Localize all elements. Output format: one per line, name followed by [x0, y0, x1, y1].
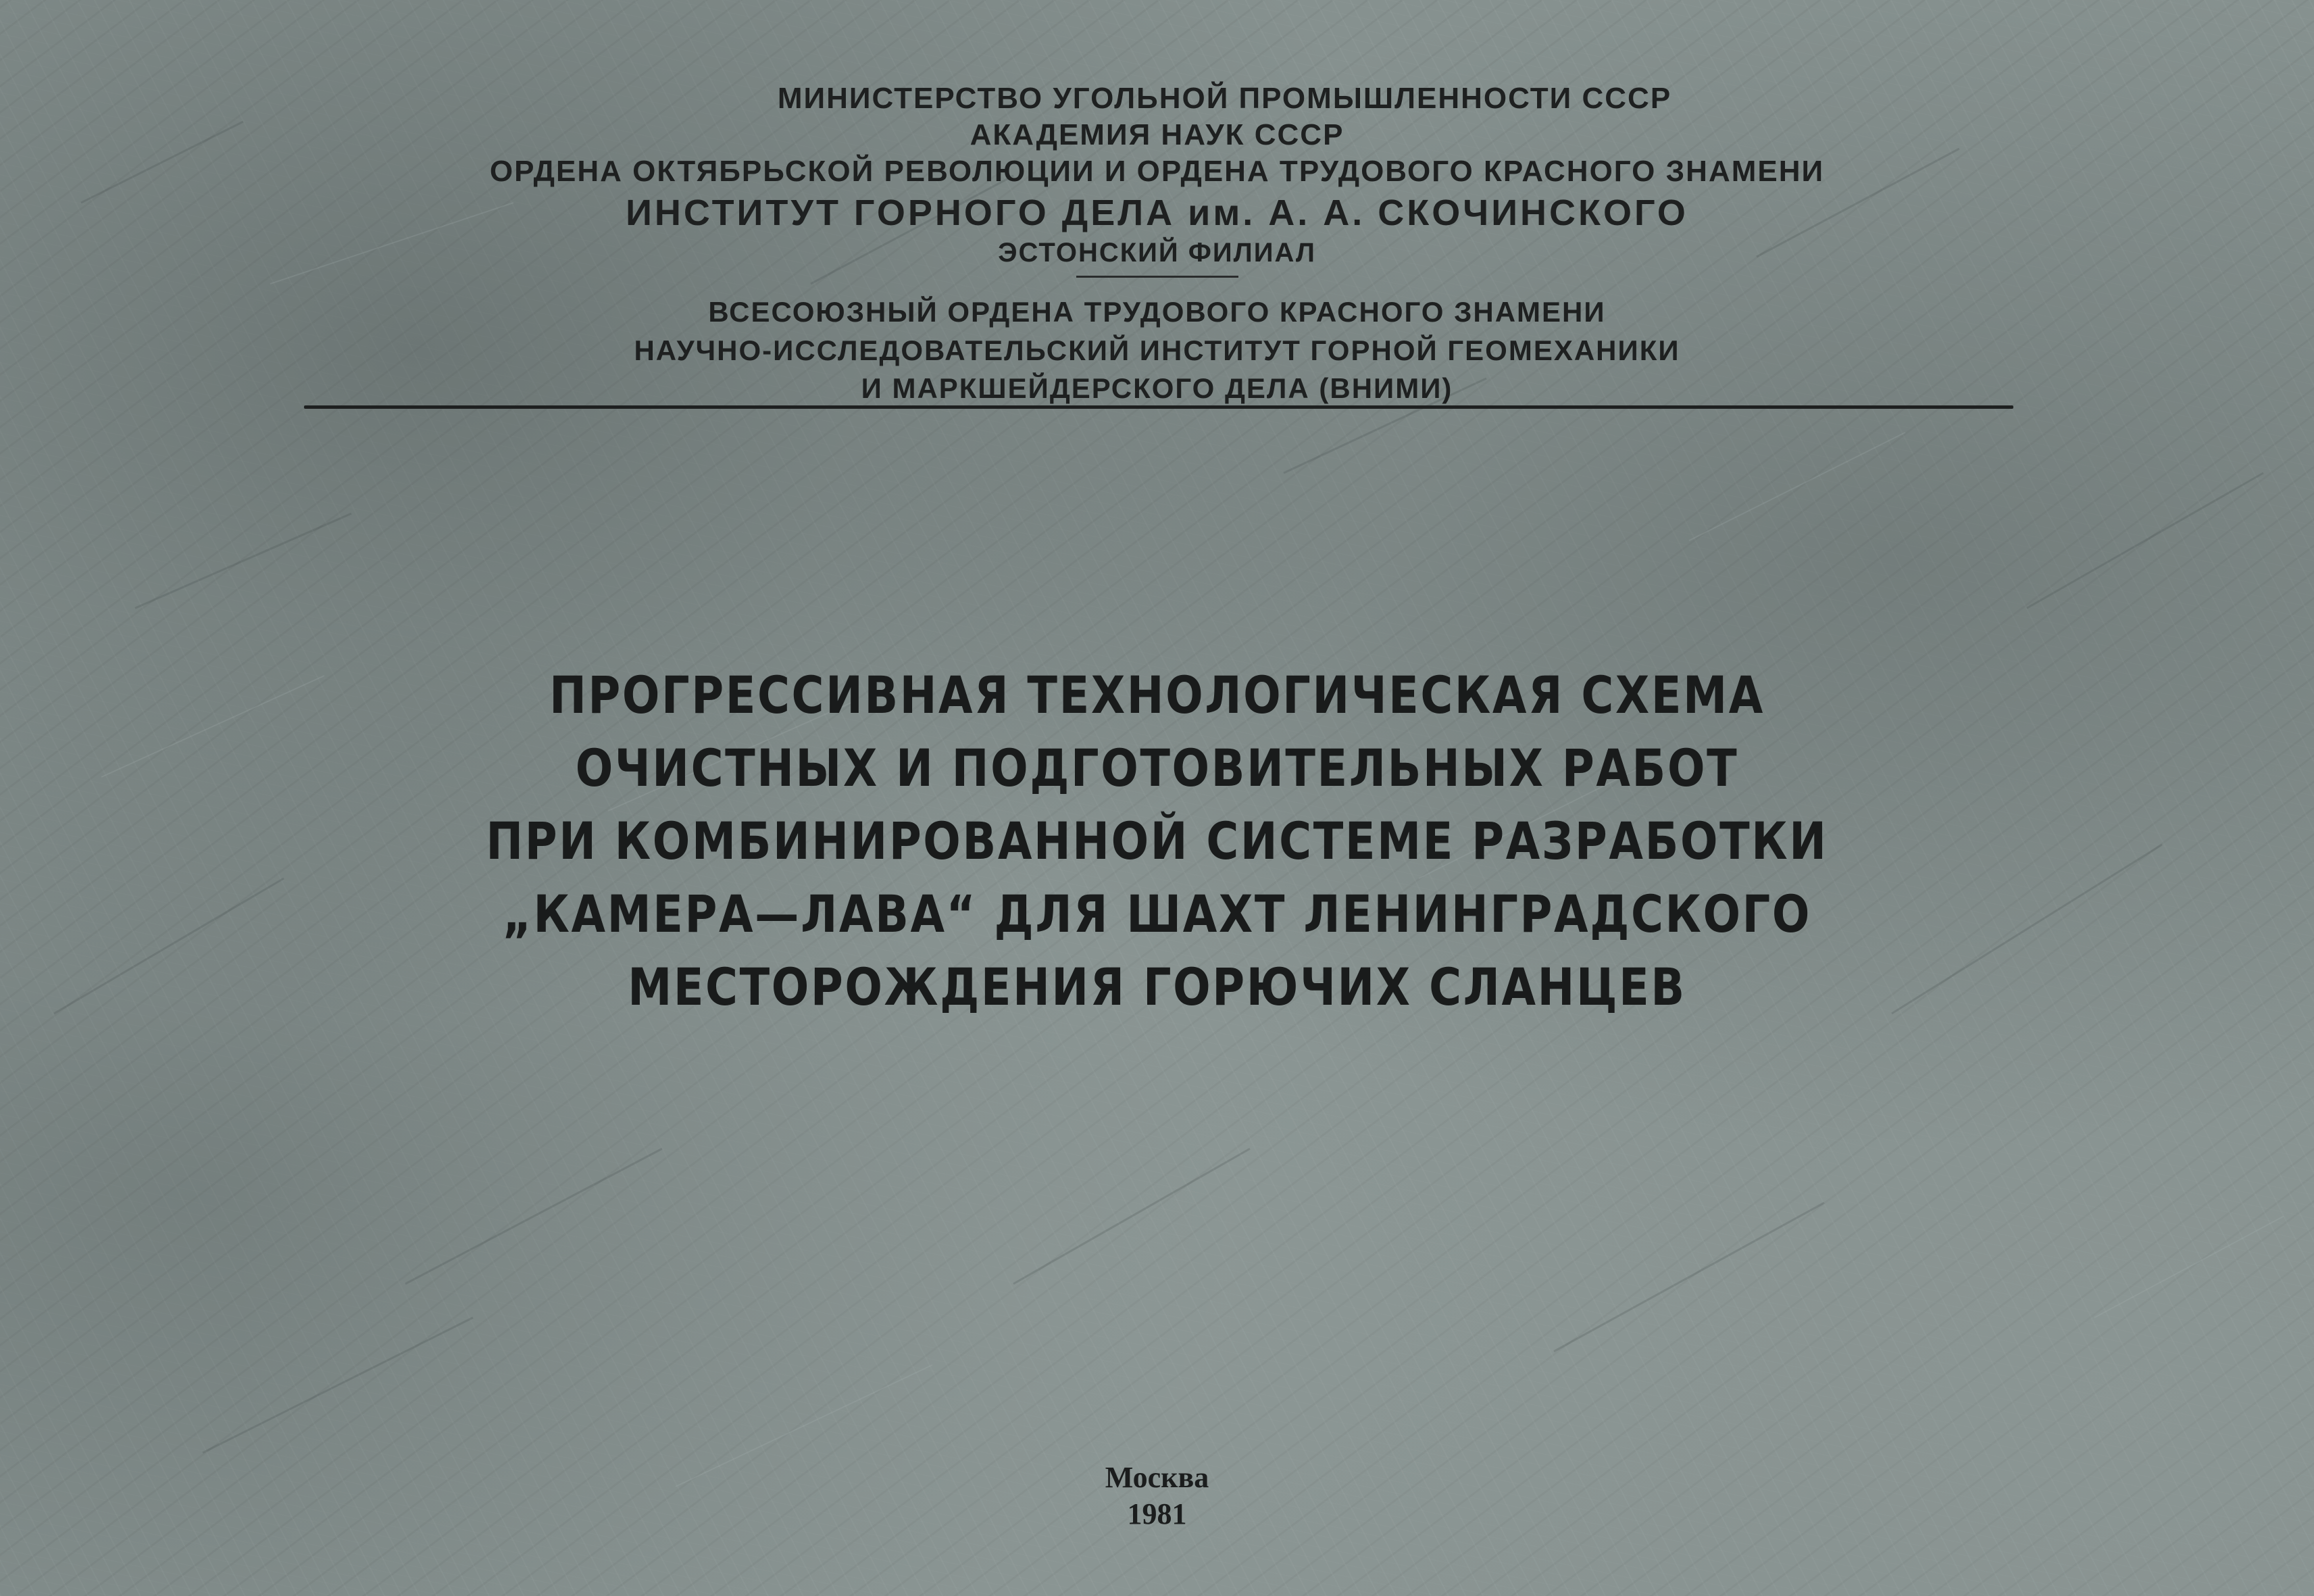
imprint-year: 1981	[1127, 1497, 1187, 1530]
header-separator-rule	[304, 405, 2013, 409]
header-institute: ИНСТИТУТ ГОРНОГО ДЕЛА им. А. А. СКОЧИНСКОГО	[626, 193, 1688, 233]
header-divider	[1076, 276, 1238, 278]
title-line: МЕСТОРОЖДЕНИЯ ГОРЮЧИХ СЛАНЦЕВ	[628, 957, 1686, 1017]
title-line: „КАМЕРА—ЛАВА“ ДЛЯ ШАХТ ЛЕНИНГРАДСКОГО	[502, 884, 1812, 944]
header-branch: ЭСТОНСКИЙ ФИЛИАЛ	[998, 238, 1316, 268]
title-line: ПРИ КОМБИНИРОВАННОЙ СИСТЕМЕ РАЗРАБОТКИ	[486, 811, 1828, 871]
header-vnimi-name: И МАРКШЕЙДЕРСКОГО ДЕЛА (ВНИМИ)	[861, 372, 1453, 404]
document-title	[0, 659, 2314, 1024]
title-line: ПРОГРЕССИВНАЯ ТЕХНОЛОГИЧЕСКАЯ СХЕМА	[549, 665, 1765, 725]
institution-header	[0, 80, 2314, 407]
header-ministry: МИНИСТЕРСТВО УГОЛЬНОЙ ПРОМЫШЛЕННОСТИ СССР	[777, 82, 1672, 115]
title-line: ОЧИСТНЫХ И ПОДГОТОВИТЕЛЬНЫХ РАБОТ	[575, 738, 1739, 798]
header-academy: АКАДЕМИЯ НАУК СССР	[970, 118, 1344, 151]
imprint-city: Москва	[1105, 1461, 1209, 1494]
header-vnimi-order: ВСЕСОЮЗНЫЙ ОРДЕНА ТРУДОВОГО КРАСНОГО ЗНАМЕНИ	[708, 296, 1606, 328]
publication-imprint	[0, 1460, 2314, 1532]
header-orders: ОРДЕНА ОКТЯБРЬСКОЙ РЕВОЛЮЦИИ И ОРДЕНА ТРУДОВОГО КРАСНОГО ЗНАМЕНИ	[489, 155, 1825, 188]
header-vnimi-institute: НАУЧНО-ИССЛЕДОВАТЕЛЬСКИЙ ИНСТИТУТ ГОРНОЙ ГЕОМЕХАНИКИ	[634, 334, 1680, 366]
